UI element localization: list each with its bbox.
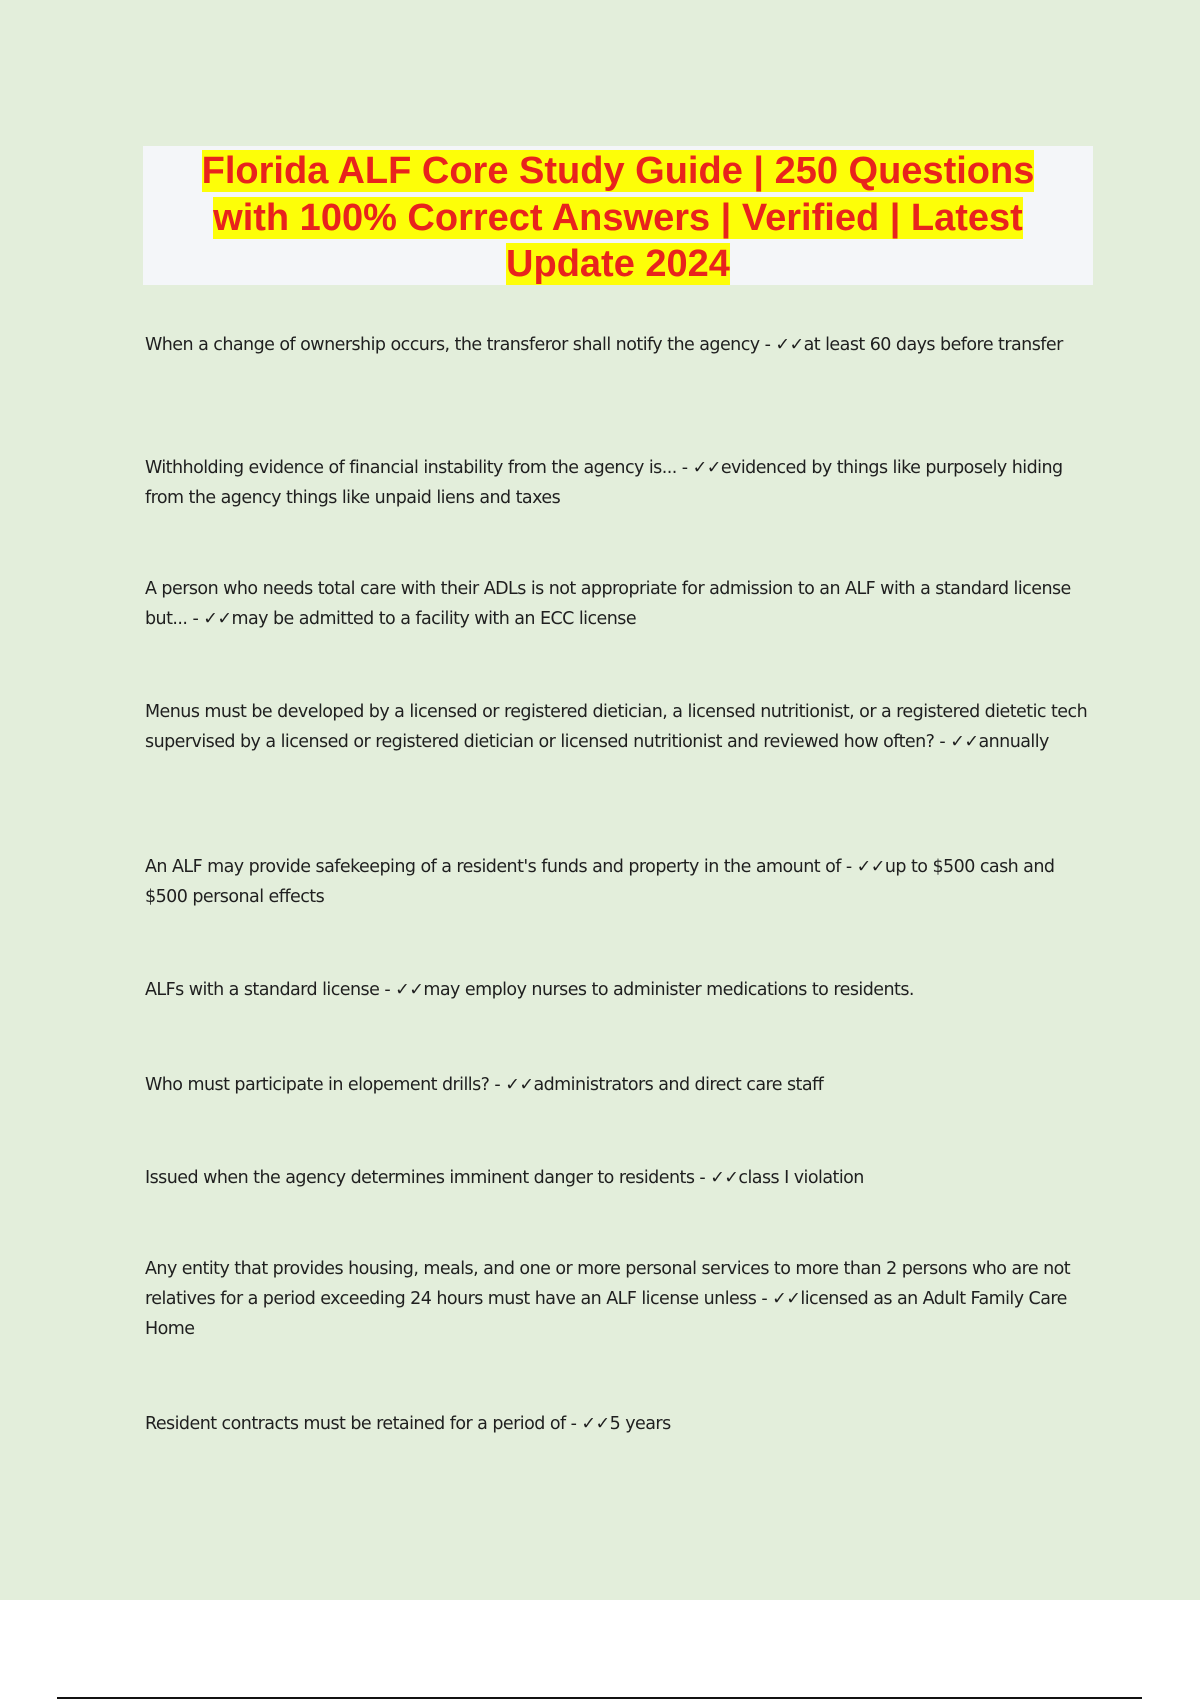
separator: - <box>694 1168 711 1188</box>
checkmark-icon: ✓✓ <box>775 335 804 355</box>
document-title <box>143 148 1093 288</box>
qa-item-9 <box>145 1254 1095 1344</box>
checkmark-icon: ✓✓ <box>856 857 885 877</box>
question-text: Resident contracts must be retained for a period of <box>145 1414 566 1434</box>
question-text: Issued when the agency determines imminent danger to residents <box>145 1168 695 1188</box>
checkmark-icon: ✓✓ <box>710 1168 739 1188</box>
answer-text: licensed as an Adult Family Care Home <box>145 1289 1067 1339</box>
answer-text: annually <box>978 732 1049 752</box>
answer-text: 5 years <box>609 1414 671 1434</box>
qa-item-6 <box>145 975 1095 1005</box>
qa-item-3 <box>145 574 1095 634</box>
answer-text: administrators and direct care staff <box>533 1075 824 1095</box>
question-text: Withholding evidence of financial instability from the agency is... <box>145 458 677 478</box>
question-text: An ALF may provide safekeeping of a resident's funds and property in the amount of <box>145 857 841 877</box>
separator: - <box>565 1414 582 1434</box>
checkmark-icon: ✓✓ <box>692 458 721 478</box>
question-text: Menus must be developed by a licensed or registered dietician, a licensed nutritionist, or a registered dietetic tech supervised by a licensed or registered dietician or licensed nutritionist and reviewed how often? <box>145 702 1088 752</box>
qa-item-8 <box>145 1163 1095 1193</box>
separator: - <box>759 335 776 355</box>
question-text: Any entity that provides housing, meals, and one or more personal services to more than 2 persons who are not relatives for a period exceeding 24 hours must have an ALF license unless <box>145 1259 1071 1309</box>
checkmark-icon: ✓✓ <box>772 1289 801 1309</box>
qa-item-5 <box>145 852 1095 912</box>
title-line-2: with 100% Correct Answers | Verified | Latest <box>213 196 1023 239</box>
title-box <box>143 146 1093 285</box>
footer-divider <box>57 1697 1142 1699</box>
question-text: When a change of ownership occurs, the transferor shall notify the agency <box>145 335 760 355</box>
separator: - <box>676 458 693 478</box>
answer-text: at least 60 days before transfer <box>803 335 1063 355</box>
question-text: Who must participate in elopement drills? <box>145 1075 490 1095</box>
separator: - <box>187 609 204 629</box>
separator: - <box>756 1289 773 1309</box>
question-text: ALFs with a standard license <box>145 980 380 1000</box>
qa-item-1 <box>145 330 1095 360</box>
answer-text: may be admitted to a facility with an ECC license <box>231 609 637 629</box>
title-line-3: Update 2024 <box>506 243 730 285</box>
separator: - <box>489 1075 506 1095</box>
checkmark-icon: ✓✓ <box>950 732 979 752</box>
qa-item-10 <box>145 1409 1095 1439</box>
question-text: A person who needs total care with their ADLs is not appropriate for admission to an ALF with a standard license but... <box>145 579 1071 629</box>
separator: - <box>379 980 396 1000</box>
checkmark-icon: ✓✓ <box>505 1075 534 1095</box>
checkmark-icon: ✓✓ <box>395 980 424 1000</box>
answer-text: class I violation <box>738 1168 864 1188</box>
answer-text: may employ nurses to administer medications to residents. <box>423 980 914 1000</box>
separator: - <box>840 857 857 877</box>
checkmark-icon: ✓✓ <box>581 1414 610 1434</box>
separator: - <box>934 732 951 752</box>
qa-item-2 <box>145 453 1095 513</box>
answer-text: up to $500 cash and $500 personal effects <box>145 857 1055 907</box>
checkmark-icon: ✓✓ <box>203 609 232 629</box>
qa-item-4 <box>145 697 1095 757</box>
qa-item-7 <box>145 1070 1095 1100</box>
answer-text: evidenced by things like purposely hiding from the agency things like unpaid liens and taxes <box>145 458 1063 508</box>
title-line-1: Florida ALF Core Study Guide | 250 Questions <box>201 150 1035 192</box>
